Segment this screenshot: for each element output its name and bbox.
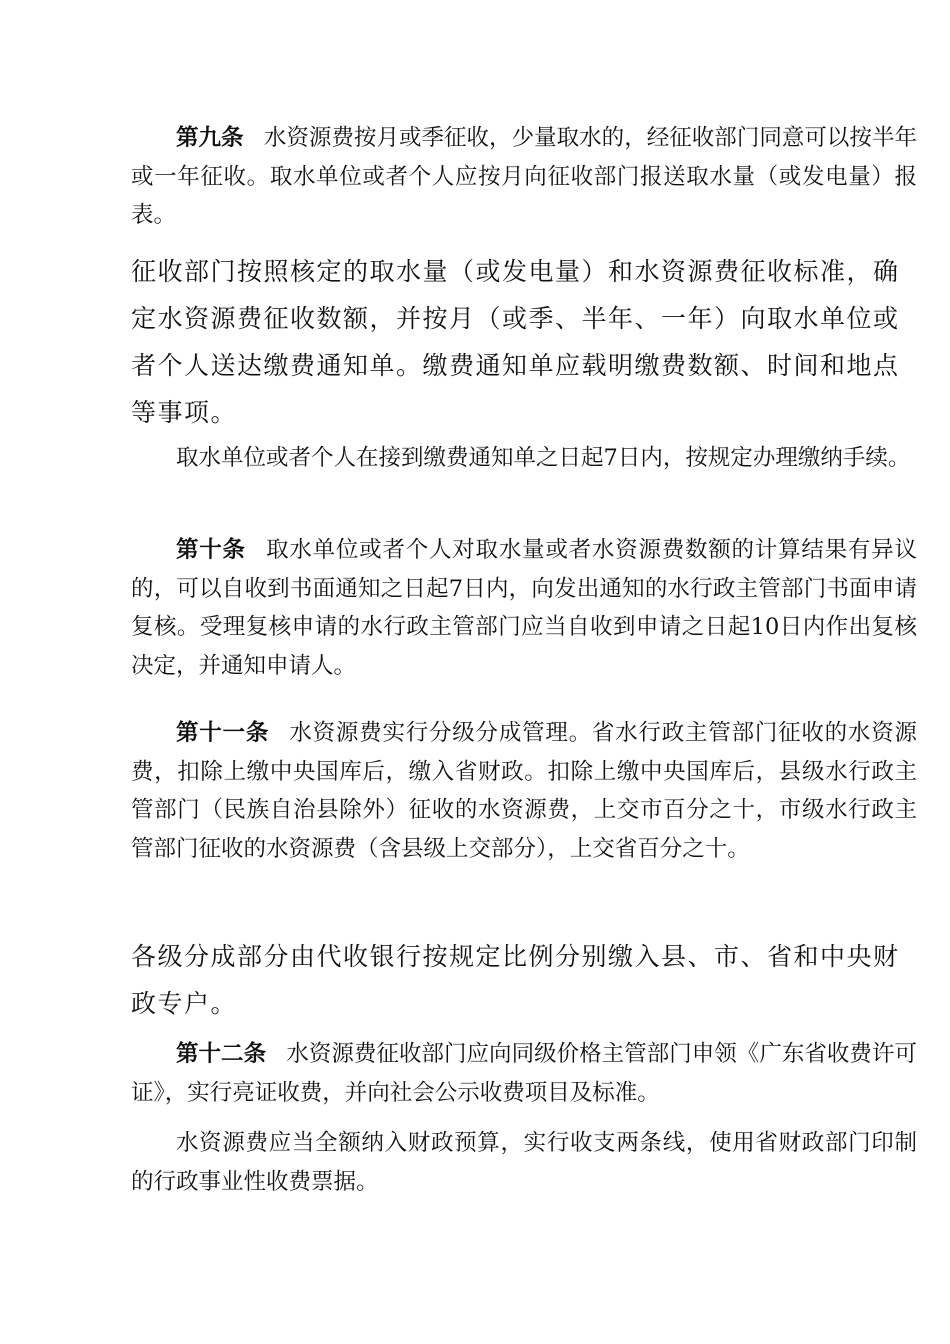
paragraph-text: 水资源费按月或季征收，少量取水的，经征收部门同意可以按半年或一年征收。取水单位或者个人应按月向征收部门报送取水量（或发电量）报表。 bbox=[131, 125, 917, 228]
paragraph-article-12 bbox=[131, 1035, 917, 1112]
paragraph-payment-deadline bbox=[131, 439, 917, 478]
article-heading: 第十二条 bbox=[176, 1041, 267, 1067]
paragraph-revenue-sharing bbox=[131, 933, 921, 1027]
paragraph-text: 征收部门按照核定的取水量（或发电量）和水资源费征收标准，确定水资源费征收数额，并按月（或季、半年、一年）向取水单位或者个人送达缴费通知单。缴费通知单应载明缴费数额、时间和地点等事项。 bbox=[131, 257, 900, 427]
paragraph-article-9 bbox=[131, 119, 917, 235]
paragraph-text: 取水单位或者个人在接到缴费通知单之日起7日内，按规定办理缴纳手续。 bbox=[176, 445, 911, 471]
paragraph-text: 水资源费应当全额纳入财政预算，实行收支两条线，使用省财政部门印制的行政事业性收费票据。 bbox=[131, 1130, 917, 1195]
paragraph-text: 各级分成部分由代收银行按规定比例分别缴入县、市、省和中央财政专户。 bbox=[131, 942, 900, 1018]
article-heading: 第九条 bbox=[176, 125, 244, 151]
paragraph-budget bbox=[131, 1124, 917, 1201]
paragraph-article-10 bbox=[131, 531, 917, 685]
article-heading: 第十一条 bbox=[176, 720, 270, 746]
paragraph-article-11 bbox=[131, 714, 917, 868]
paragraph-text: 水资源费实行分级分成管理。省水行政主管部门征收的水资源费，扣除上缴中央国库后，缴入省财政。扣除上缴中央国库后，县级水行政主管部门（民族自治县除外）征收的水资源费，上交市百分之十，市级水行政主管部门征收的水资源费（含县级上交部分），上交省百分之十。 bbox=[131, 720, 917, 862]
paragraph-collection-notice bbox=[131, 248, 921, 436]
paragraph-text: 取水单位或者个人对取水量或者水资源费数额的计算结果有异议的，可以自收到书面通知之日起7日内，向发出通知的水行政主管部门书面申请复核。受理复核申请的水行政主管部门应当自收到申请之日起10日内作出复核决定，并通知申请人。 bbox=[131, 537, 917, 679]
article-heading: 第十条 bbox=[176, 537, 246, 563]
paragraph-text: 水资源费征收部门应向同级价格主管部门申领《广东省收费许可证》，实行亮证收费，并向社会公示收费项目及标准。 bbox=[131, 1041, 917, 1106]
